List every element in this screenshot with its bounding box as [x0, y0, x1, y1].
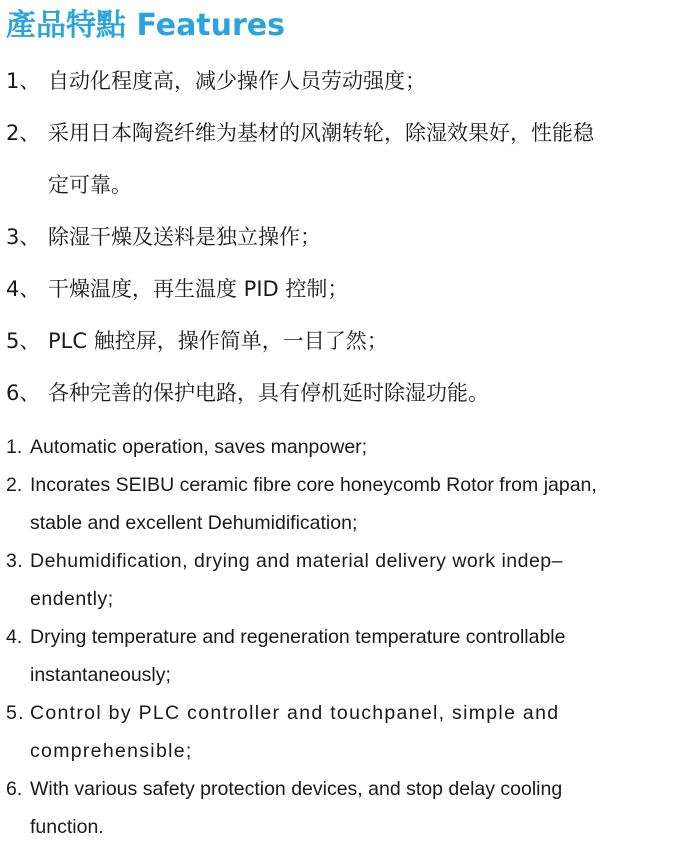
cn-feature-number: 3、: [6, 225, 41, 249]
en-feature-6: [6, 770, 696, 846]
en-feature-text: Control by PLC controller and touchpanel, simple and: [30, 702, 560, 724]
cn-feature-number: 1、: [6, 69, 41, 93]
en-feature-number: 5.: [6, 702, 25, 724]
cn-feature-3: [6, 222, 696, 252]
cn-feature-6: [6, 378, 696, 408]
en-feature-text: Incorates SEIBU ceramic fibre core honeycomb Rotor from japan,: [30, 474, 597, 496]
cn-feature-text: PLC 触控屏，操作简单，一目了然；: [48, 329, 388, 353]
en-feature-text: Automatic operation, saves manpower;: [30, 436, 368, 458]
en-feature-number: 4.: [6, 626, 23, 648]
en-feature-number: 3.: [6, 550, 24, 572]
cn-feature-text: 干燥温度，再生温度 PID 控制；: [48, 277, 349, 301]
cn-feature-4: [6, 274, 696, 304]
en-feature-continuation: endently;: [30, 588, 114, 610]
en-feature-5: [6, 694, 696, 770]
cn-feature-text: 采用日本陶瓷纤维为基材的风潮转轮，除湿效果好，性能稳: [48, 121, 594, 145]
en-feature-continuation: stable and excellent Dehumidification;: [30, 512, 358, 534]
cn-feature-1: [6, 66, 696, 96]
en-feature-number: 2.: [6, 474, 23, 496]
cn-feature-2: [6, 118, 696, 200]
en-feature-text: Drying temperature and regeneration temperature controllable: [30, 626, 566, 648]
cn-feature-number: 6、: [6, 381, 41, 405]
en-feature-continuation: comprehensible;: [30, 740, 193, 762]
en-feature-number: 6.: [6, 778, 23, 800]
cn-feature-5: [6, 326, 696, 356]
en-feature-text: Dehumidification, drying and material delivery work indep–: [30, 550, 564, 572]
cn-feature-text: 各种完善的保护电路，具有停机延时除湿功能。: [48, 381, 489, 405]
en-feature-continuation: instantaneously;: [30, 664, 171, 686]
cn-feature-text: 除湿干燥及送料是独立操作；: [48, 225, 321, 249]
en-feature-1: [6, 428, 696, 466]
chinese-feature-list: [6, 66, 696, 430]
cn-feature-text: 自动化程度高，减少操作人员劳动强度；: [48, 69, 426, 93]
cn-feature-number: 5、: [6, 329, 41, 353]
en-feature-4: [6, 618, 696, 694]
cn-feature-number: 2、: [6, 121, 41, 145]
en-feature-continuation: function.: [30, 816, 104, 838]
cn-feature-number: 4、: [6, 277, 41, 301]
en-feature-text: With various safety protection devices, and stop delay cooling: [30, 778, 563, 800]
page-title: 產品特點 Features: [6, 8, 286, 43]
english-feature-list: [6, 428, 696, 846]
en-feature-2: [6, 466, 696, 542]
cn-feature-continuation: 定可靠。: [48, 173, 132, 197]
en-feature-3: [6, 542, 696, 618]
en-feature-number: 1.: [6, 436, 23, 458]
